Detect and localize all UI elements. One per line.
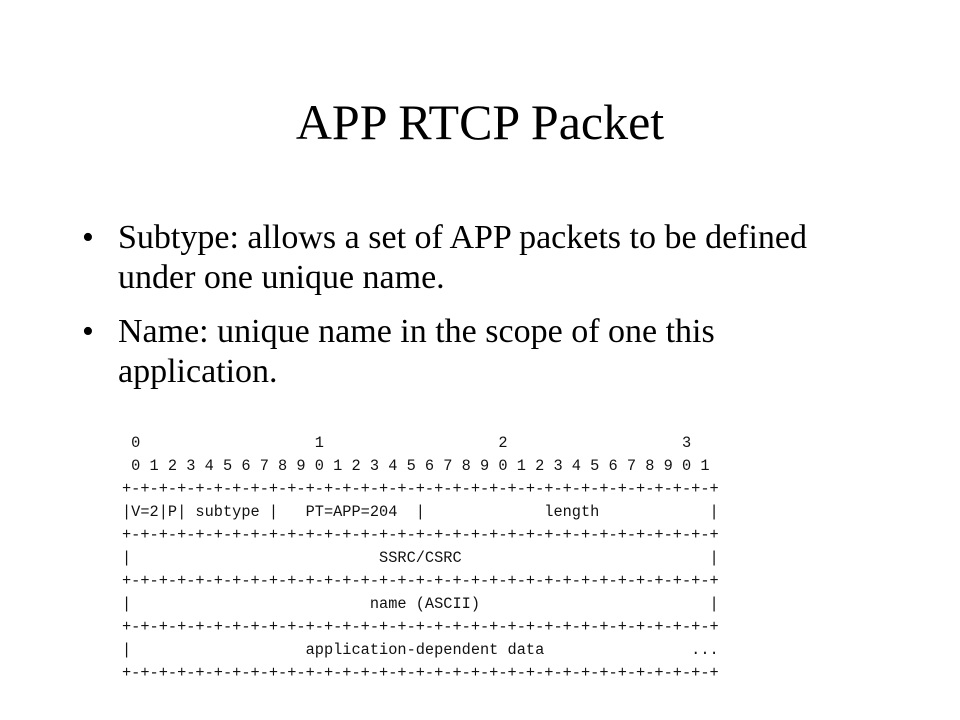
application-data-row: | application-dependent data ...	[122, 641, 719, 659]
diagram-separator: +-+-+-+-+-+-+-+-+-+-+-+-+-+-+-+-+-+-+-+-+-+-+-+-+-+-+-+-+-+-+-+-+	[122, 526, 719, 544]
diagram-separator: +-+-+-+-+-+-+-+-+-+-+-+-+-+-+-+-+-+-+-+-+-+-+-+-+-+-+-+-+-+-+-+-+	[122, 480, 719, 498]
bullet-mark: •	[82, 219, 94, 256]
ssrc-csrc-row: | SSRC/CSRC |	[122, 549, 719, 567]
diagram-separator: +-+-+-+-+-+-+-+-+-+-+-+-+-+-+-+-+-+-+-+-+-+-+-+-+-+-+-+-+-+-+-+-+	[122, 618, 719, 636]
app-packet-diagram	[122, 432, 719, 685]
bullet-mark: •	[82, 313, 94, 350]
diagram-separator: +-+-+-+-+-+-+-+-+-+-+-+-+-+-+-+-+-+-+-+-+-+-+-+-+-+-+-+-+-+-+-+-+	[122, 572, 719, 590]
diagram-separator: +-+-+-+-+-+-+-+-+-+-+-+-+-+-+-+-+-+-+-+-+-+-+-+-+-+-+-+-+-+-+-+-+	[122, 664, 719, 682]
bullet-item-name	[82, 312, 882, 392]
name-ascii-row: | name (ASCII) |	[122, 595, 719, 613]
header-fields-row: |V=2|P| subtype | PT=APP=204 | length |	[122, 503, 719, 521]
bit-ruler-units: 0 1 2 3 4 5 6 7 8 9 0 1 2 3 4 5 6 7 8 9 0 1 2 3 4 5 6 7 8 9 0 1	[122, 457, 710, 475]
bit-ruler-tens: 0 1 2 3	[122, 434, 692, 452]
bullet-text-subtype: Subtype: allows a set of APP packets to be defined under one unique name.	[118, 219, 808, 296]
slide-title: APP RTCP Packet	[295, 94, 665, 150]
bullet-list	[82, 218, 882, 406]
bullet-text-name: Name: unique name in the scope of one this application.	[118, 313, 715, 390]
bullet-item-subtype	[82, 218, 882, 298]
